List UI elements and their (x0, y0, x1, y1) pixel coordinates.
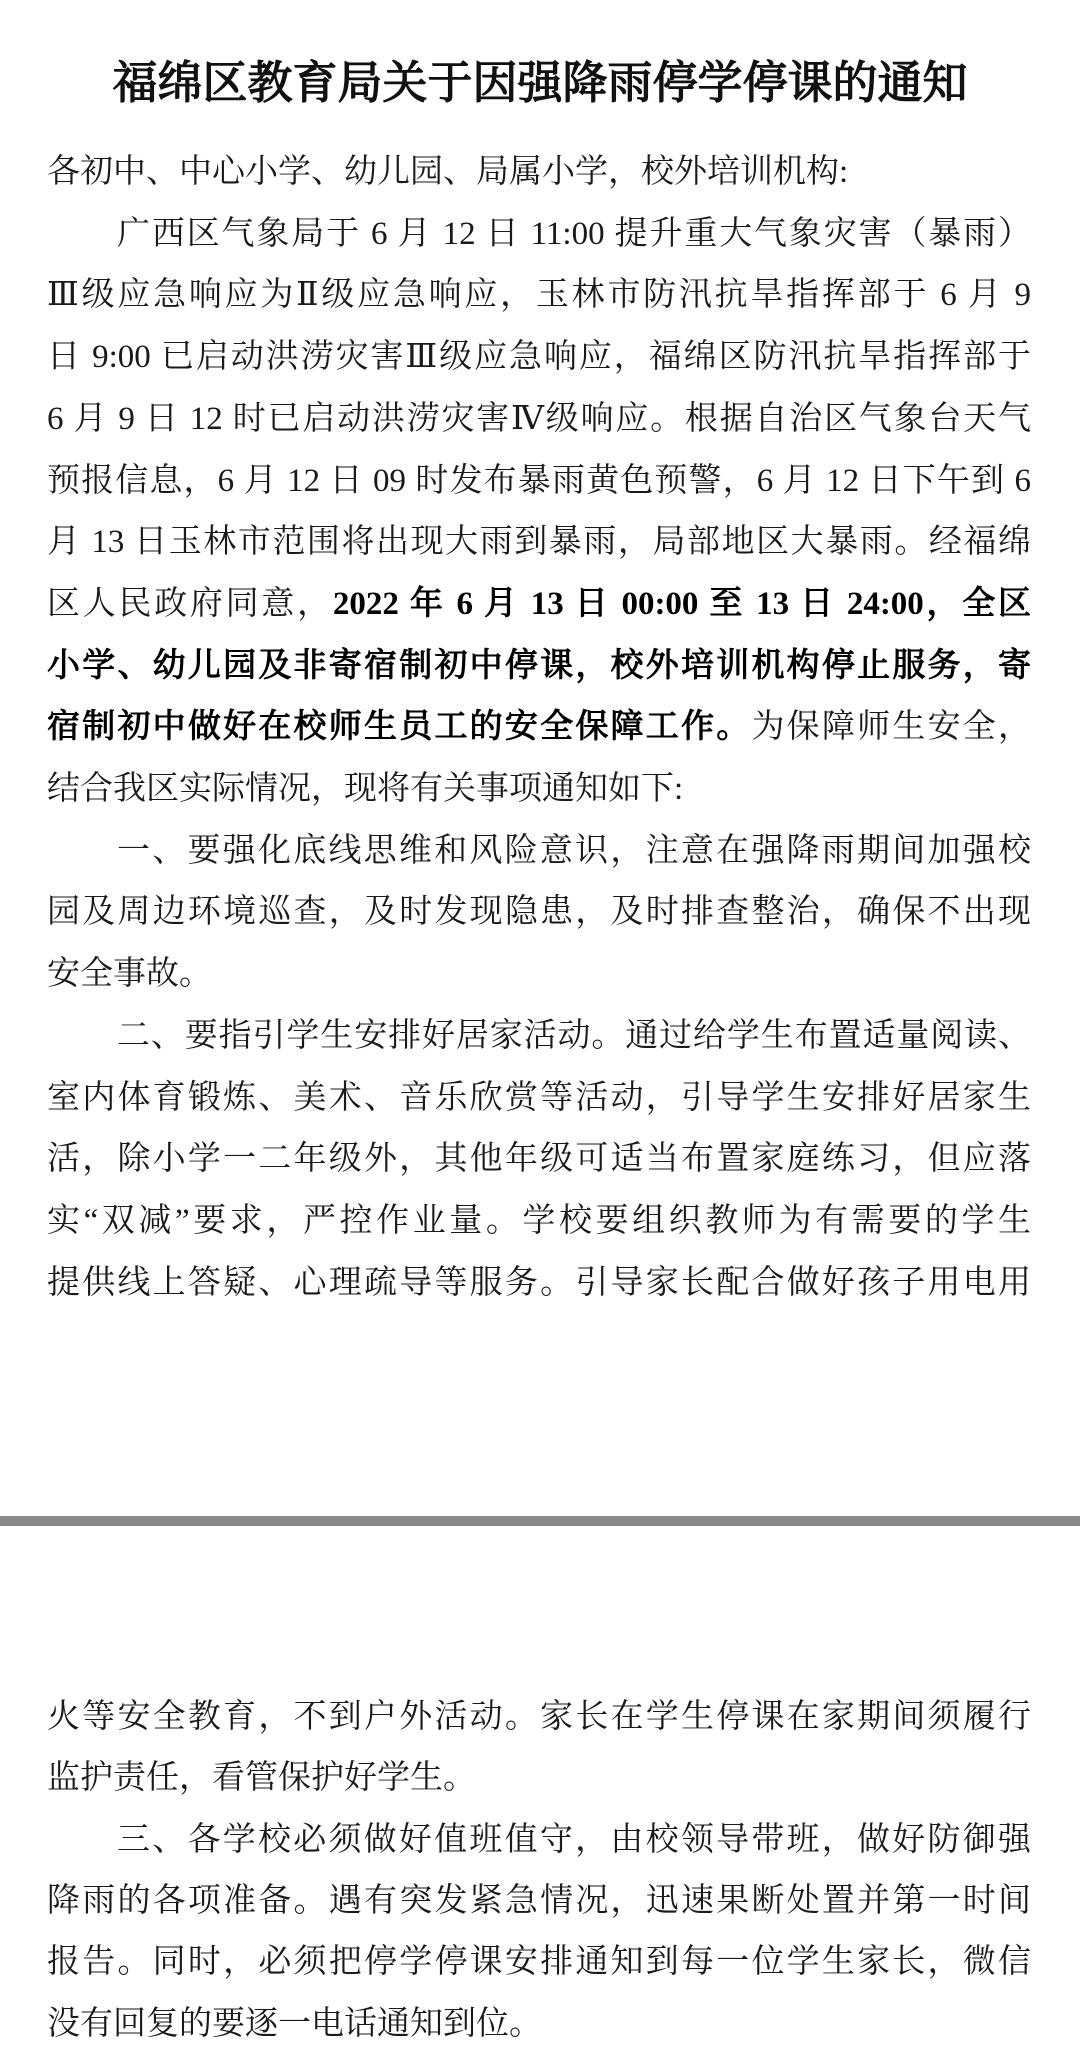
text-line (47, 1263, 1031, 1303)
bold-text-segment: 宿制初中做好在校师生员工的安全保障工作。 (47, 709, 752, 746)
text-segment: 三、各学校必须做好值班值守，由校领导带班，做好防御强 (117, 1821, 1031, 1858)
text-line (47, 769, 1031, 809)
text-segment: 没有回复的要逐一电话通知到位。 (47, 2005, 542, 2042)
text-line (47, 1201, 1031, 1241)
text-line (47, 1942, 1031, 1982)
text-segment: 降雨的各项准备。遇有突发紧急情况，迅速果断处置并第一时间 (47, 1882, 1031, 1919)
page-divider (0, 1516, 1080, 1526)
text-segment: 6 月 9 日 12 时已启动洪涝灾害Ⅳ级响应。根据自治区气象台天气 (47, 400, 1031, 437)
text-segment: 火等安全教育，不到户外活动。家长在学生停课在家期间须履行 (47, 1699, 1031, 1735)
text-line (47, 584, 1031, 624)
text-line (117, 831, 1031, 871)
text-segment: 广西区气象局于 6 月 12 日 11:00 提升重大气象灾害（暴雨） (117, 215, 1031, 252)
text-segment: 为保障师生安全， (751, 709, 1032, 746)
text-line (117, 1016, 1031, 1056)
text-line (117, 214, 1031, 254)
text-segment: 月 13 日玉林市范围将出现大雨到暴雨，局部地区大暴雨。经福绵 (47, 524, 1031, 561)
text-segment: 活，除小学一二年级外，其他年级可适当布置家庭练习，但应落 (47, 1141, 1031, 1178)
text-line (47, 152, 1031, 192)
text-line (47, 707, 1031, 747)
text-line (47, 1758, 1031, 1798)
text-line (47, 646, 1031, 686)
text-segment: 实“双减”要求，严控作业量。学校要组织教师为有需要的学生 (47, 1202, 1031, 1239)
text-line (47, 954, 1031, 994)
document-title: 福绵区教育局关于因强降雨停学停课的通知 (112, 58, 968, 108)
text-line (47, 522, 1031, 562)
text-segment: 区人民政府同意， (47, 585, 333, 622)
bold-text-segment: 小学、幼儿园及非寄宿制初中停课，校外培训机构停止服务，寄 (47, 647, 1031, 684)
text-line (47, 1697, 1031, 1737)
text-line (47, 892, 1031, 932)
text-segment: 室内体育锻炼、美术、音乐欣赏等活动，引导学生安排好居家生 (47, 1079, 1031, 1116)
text-segment: 各初中、中心小学、幼儿园、局属小学，校外培训机构: (47, 154, 849, 190)
bold-text-segment: 2022 年 6 月 13 日 00:00 至 13 日 24:00，全区 (332, 585, 1032, 622)
text-line (47, 2004, 1031, 2044)
text-segment: 安全事故。 (47, 956, 212, 993)
text-segment: 二、要指引学生安排好居家活动。通过给学生布置适量阅读、 (117, 1017, 1031, 1054)
text-segment: 预报信息，6 月 12 日 09 时发布暴雨黄色预警，6 月 12 日下午到 6 (47, 462, 1031, 499)
text-segment: 监护责任，看管保护好学生。 (47, 1760, 476, 1797)
text-segment: 结合我区实际情况，现将有关事项通知如下: (47, 771, 684, 807)
text-line (47, 1078, 1031, 1118)
text-line (47, 1881, 1031, 1921)
text-line (47, 399, 1031, 439)
text-line (117, 1820, 1031, 1860)
text-segment: 一、要强化底线思维和风险意识，注意在强降雨期间加强校 (117, 832, 1031, 869)
text-segment: 提供线上答疑、心理疏导等服务。引导家长配合做好孩子用电用 (47, 1264, 1031, 1301)
text-segment: 园及周边环境巡查，及时发现隐患，及时排查整治，确保不出现 (47, 894, 1031, 931)
text-segment: Ⅲ级应急响应为Ⅱ级应急响应，玉林市防汛抗旱指挥部于 6 月 9 (47, 277, 1031, 314)
text-line (47, 275, 1031, 315)
text-segment: 日 9:00 已启动洪涝灾害Ⅲ级应急响应，福绵区防汛抗旱指挥部于 (47, 339, 1031, 376)
text-line (47, 461, 1031, 501)
text-line (47, 337, 1031, 377)
text-line (47, 1139, 1031, 1179)
text-segment: 报告。同时，必须把停学停课安排通知到每一位学生家长，微信 (47, 1944, 1031, 1981)
